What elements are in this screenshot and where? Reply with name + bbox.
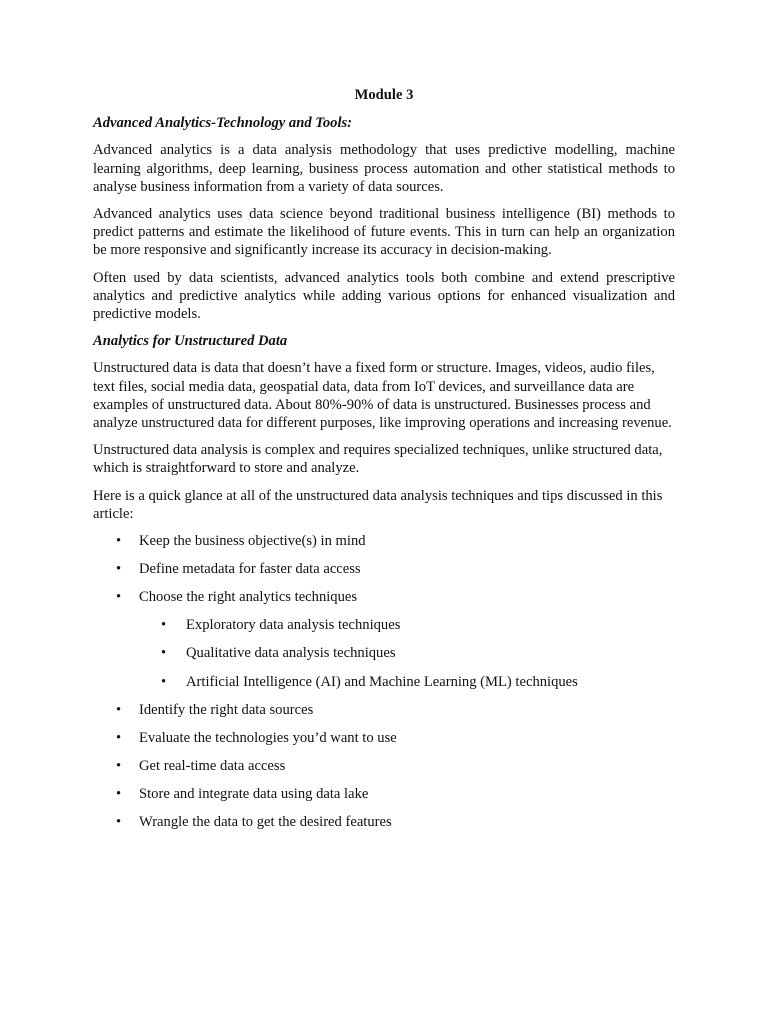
list-item-text: Wrangle the data to get the desired features — [139, 814, 392, 830]
list-item-text: Artificial Intelligence (AI) and Machine Learning (ML) techniques — [186, 673, 578, 690]
bullet-icon: • — [116, 757, 122, 774]
list-item-text: Get real-time data access — [139, 757, 286, 774]
section-heading-unstructured-data: Analytics for Unstructured Data — [93, 333, 288, 350]
list-item — [93, 532, 675, 550]
paragraph: Often used by data scientists, advanced analytics tools both combine and extend prescriptive analytics and predictive analytics while adding various options for enhanced visualization and predictive models. — [93, 269, 675, 323]
list-item — [93, 701, 675, 719]
list-item-text: Store and integrate data using data lake — [139, 785, 369, 802]
list-item-text: Keep the business objective(s) in mind — [139, 533, 366, 550]
paragraph: Advanced analytics is a data analysis methodology that uses predictive modelling, machine learning algorithms, deep learning, business process automation and other statistical methods to analyse business information from a variety of data sources. — [93, 142, 675, 195]
bullet-icon: • — [161, 645, 167, 662]
list-item — [93, 729, 675, 747]
list-item — [93, 588, 675, 606]
bullet-icon: • — [116, 561, 122, 578]
list-item-text: Define metadata for faster data access — [139, 561, 361, 578]
bullet-icon: • — [116, 589, 122, 606]
bullet-icon: • — [116, 785, 122, 802]
list-item — [93, 560, 675, 578]
list-subitem — [93, 673, 675, 691]
list-item-text: Identify the right data sources — [139, 701, 314, 718]
bullet-icon: • — [161, 617, 167, 634]
paragraph: Advanced analytics uses data science beyond traditional business intelligence (BI) methods to predict patterns and estimate the likelihood of future events. This in turn can help an organization be more responsive and significantly increase its accuracy in decision-making. — [93, 206, 675, 259]
document-page — [93, 86, 675, 841]
list-item — [93, 785, 675, 803]
list-item — [93, 813, 675, 831]
list-item-text: Qualitative data analysis techniques — [186, 645, 396, 662]
bullet-icon: • — [116, 814, 122, 830]
bullet-icon: • — [116, 533, 122, 550]
bullet-icon: • — [116, 729, 122, 746]
list-item-text: Exploratory data analysis techniques — [186, 617, 401, 634]
bullet-icon: • — [116, 701, 122, 718]
page-title: Module 3 — [354, 87, 414, 103]
technique-list — [93, 532, 675, 831]
paragraph: Here is a quick glance at all of the unstructured data analysis techniques and tips discussed in this article: — [93, 487, 663, 522]
paragraph: Unstructured data analysis is complex and requires specialized techniques, unlike structured data, which is straightforward to store and analyze. — [93, 442, 663, 477]
section-heading-advanced-analytics: Advanced Analytics-Technology and Tools: — [93, 115, 353, 132]
list-item-text: Choose the right analytics techniques — [139, 589, 358, 606]
list-item-text: Evaluate the technologies you’d want to use — [139, 729, 397, 746]
paragraph: Unstructured data is data that doesn’t have a fixed form or structure. Images, videos, audio files, text files, social media data, geospatial data, data from IoT devices, and surveillance data are examples of unstructured data. About 80%-90% of data is unstructured. Businesses process and analyze unstructured data for different purposes, like improving operations and increasing revenue. — [93, 360, 672, 432]
list-item — [93, 757, 675, 775]
list-subitem — [93, 644, 675, 662]
list-subitem — [93, 616, 675, 634]
bullet-icon: • — [161, 673, 167, 690]
